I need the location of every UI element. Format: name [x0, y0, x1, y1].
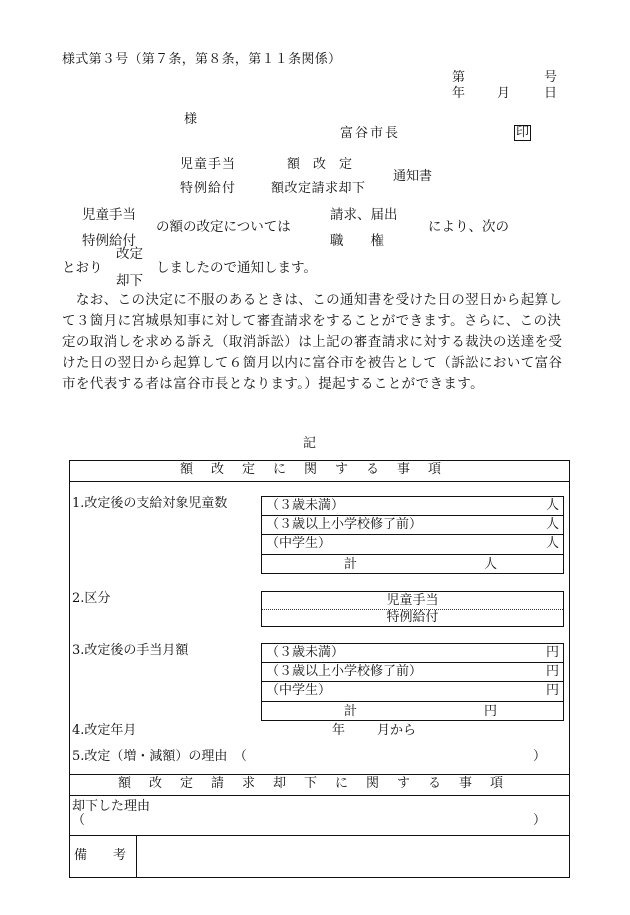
title-notice-suffix: 通知書 [393, 169, 433, 184]
section-header-revision: 額改定に関する事項 [179, 462, 459, 477]
item1-under3: （３歳未満） [266, 498, 345, 513]
item1-unit: 人 [545, 498, 559, 513]
divider [262, 701, 563, 702]
item1-total-label: 計 [344, 557, 358, 572]
divider [262, 662, 563, 663]
item1-counts-box [261, 496, 564, 574]
body-as-follows: とおり [62, 260, 103, 276]
item3-unit: 円 [545, 645, 559, 660]
body-child-allowance: 児童手当 [82, 207, 136, 223]
item1-preschool: （３歳以上小学校修了前） [266, 517, 423, 532]
item3-total-unit: 円 [484, 704, 498, 719]
item5-label: 5.改定（増・減額）の理由 （ [72, 749, 247, 764]
body-option-revised: 改定 [116, 246, 143, 262]
issuer-name: 富谷市長 [340, 126, 401, 141]
item1-total-unit: 人 [484, 557, 498, 572]
divider [262, 681, 563, 682]
item4-month-from: 月から [377, 723, 417, 738]
item2-label: 2.区分 [72, 591, 111, 606]
title-special-benefit: 特例給付 [180, 181, 237, 196]
addressee-sama: 様 [184, 112, 198, 127]
item1-label: 1.改定後の支給対象児童数 [72, 496, 228, 511]
date-day: 日 [544, 86, 558, 101]
divider [70, 481, 569, 482]
item1-unit: 人 [545, 536, 559, 551]
divider [262, 554, 563, 555]
item3-under3: （３歳未満） [266, 645, 345, 660]
seal-mark [514, 125, 531, 141]
body-ex-officio: 職 権 [330, 233, 384, 249]
divider [70, 835, 569, 836]
item4-year: 年 [332, 723, 346, 738]
item2-child-allowance: 児童手当 [386, 593, 439, 608]
item2-category-box [261, 591, 564, 627]
body-option-rejected: 却下 [116, 273, 143, 289]
item3-total-label: 計 [344, 704, 358, 719]
item4-label: 4.改定年月 [72, 723, 137, 738]
item1-unit: 人 [545, 517, 559, 532]
body-special-benefit: 特例給付 [82, 233, 136, 249]
item1-junior-high: （中学生） [266, 536, 332, 551]
date-month: 月 [497, 86, 511, 101]
form-number: 様式第３号（第７条，第８条，第１１条関係） [62, 52, 342, 67]
body-request-notification: 請求、届出 [330, 207, 398, 223]
item3-junior-high: （中学生） [266, 683, 332, 698]
remarks-divider [136, 835, 137, 877]
reject-reason-label: 却下した理由 [72, 799, 151, 814]
divider [262, 515, 563, 516]
details-table [69, 460, 570, 878]
seal-text: 印 [516, 125, 530, 140]
title-child-allowance: 児童手当 [180, 157, 237, 172]
remarks-label: 備 考 [74, 848, 127, 863]
body-notify-text: しましたので通知します。 [156, 260, 317, 276]
body-revision-phrase: の額の改定については [156, 219, 291, 235]
title-revision-rejection: 額改定請求却下 [271, 181, 366, 196]
number-go: 号 [544, 70, 558, 85]
reject-open-paren: （ [72, 813, 86, 828]
divider [262, 534, 563, 535]
reject-close-paren: ） [533, 813, 547, 828]
item5-close-paren: ） [533, 749, 547, 764]
item3-label: 3.改定後の手当月額 [72, 643, 189, 658]
item2-special-benefit: 特例給付 [386, 610, 439, 625]
section-header-rejection: 額改定請求却下に関する事項 [117, 776, 521, 791]
ki-mark: 記 [303, 436, 317, 451]
appeal-notice: なお、この決定に不服のあるときは、この通知書を受けた日の翌日から起算して３箇月に宮城県知事に対して審査請求をすることができます。さらに、この決定の取消しを求める訴え（取消訴訟）は上記の審査請求に対する裁決の送達を受けた日の翌日から起算して６箇月以内に富谷市を被告として（訴訟において富谷市を代表する者は富谷市長となります。）提起することができます。 [62, 292, 563, 392]
item3-preschool: （３歳以上小学校修了前） [266, 664, 423, 679]
number-dai: 第 [452, 70, 466, 85]
item3-unit: 円 [545, 664, 559, 679]
date-year: 年 [452, 86, 466, 101]
item3-unit: 円 [545, 683, 559, 698]
body-following: により、次の [428, 219, 509, 235]
item3-amounts-box [261, 643, 564, 721]
title-amount-revision: 額 改 定 [287, 157, 353, 172]
divider [70, 795, 569, 796]
